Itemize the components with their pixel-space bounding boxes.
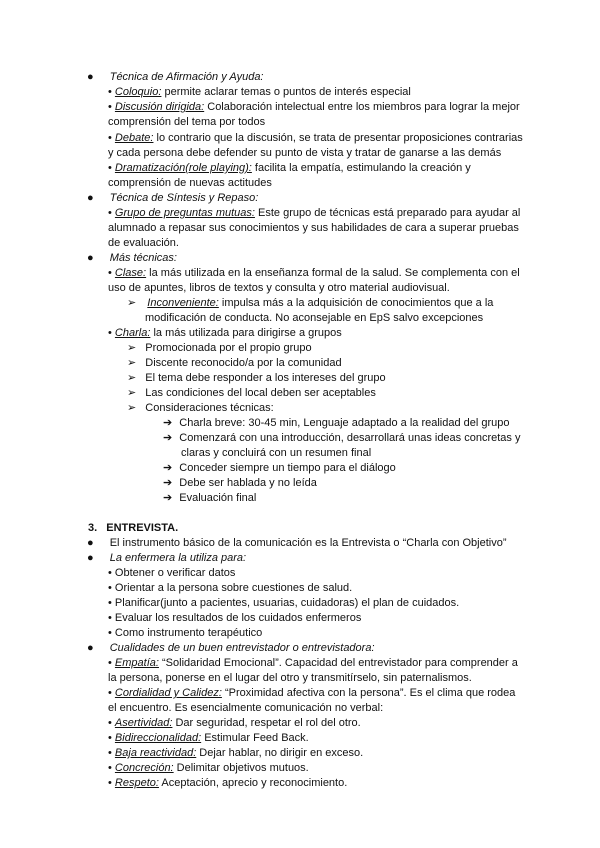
item-charla: • Charla: la más utilizada para dirigirse a grupos bbox=[108, 327, 342, 339]
section-afirmacion bbox=[87, 70, 264, 84]
list-item bbox=[127, 341, 312, 355]
charla-item-text: Las condiciones del local deben ser aceptables bbox=[145, 387, 376, 399]
arrowhead-bullet-icon: ➢ bbox=[127, 357, 137, 369]
consideracion-text: Conceder siempre un tiempo para el diálogo bbox=[179, 462, 396, 474]
bullet-dot-icon: ● bbox=[87, 642, 94, 654]
text-concrecion: Delimitar objetivos mutuos. bbox=[173, 762, 309, 774]
bullet-dot-icon: ● bbox=[87, 71, 94, 83]
text-dramatizacion: facilita la empatía, estimulando la creación y bbox=[251, 162, 471, 174]
list-item bbox=[163, 476, 317, 490]
entrevista-intro bbox=[87, 536, 507, 550]
charla-item-text: El tema debe responder a los intereses del grupo bbox=[145, 372, 386, 384]
uso-text: Obtener o verificar datos bbox=[114, 567, 236, 579]
list-item bbox=[127, 356, 342, 370]
term-grupo-preguntas: Grupo de preguntas mutuas: bbox=[114, 207, 255, 219]
item-reactividad: • Baja reactividad: Dejar hablar, no dirigir en exceso. bbox=[108, 747, 364, 759]
item-cordialidad: • Cordialidad y Calidez: “Proximidad afectiva con la persona”. Es el clima que rodea bbox=[108, 687, 516, 699]
item-debate: • Debate: lo contrario que la discusión, se trata de presentar proposiciones contrarias bbox=[108, 132, 523, 144]
term-bidireccionalidad: Bidireccionalidad: bbox=[114, 732, 202, 744]
term-empatia: Empatía: bbox=[114, 657, 159, 669]
text-discusion: Colaboración intelectual entre los miembros para lograr la mejor bbox=[204, 101, 520, 113]
uso-text: Planificar(junto a pacientes, usuarias, cuidadoras) el plan de cuidados. bbox=[114, 597, 460, 609]
uso-text: Como instrumento terapéutico bbox=[114, 627, 263, 639]
heading-afirmacion: Técnica de Afirmación y Ayuda: bbox=[109, 71, 264, 83]
text-cordialidad: “Proximidad afectiva con la persona”. Es el clima que rodea bbox=[221, 687, 516, 699]
list-item bbox=[127, 401, 274, 415]
item-clase: • Clase: la más utilizada en la enseñanza formal de la salud. Se complementa con el bbox=[108, 267, 520, 279]
consideracion-text-cont: claras y concluirá con un resumen final bbox=[181, 447, 372, 459]
item-discusion: • Discusión dirigida: Colaboración intelectual entre los miembros para lograr la mejor bbox=[108, 101, 520, 113]
term-charla: Charla: bbox=[114, 327, 151, 339]
consideracion-text: Evaluación final bbox=[179, 492, 257, 504]
text-asertividad: Dar seguridad, respetar el rol del otro. bbox=[172, 717, 361, 729]
item-dramatizacion: • Dramatización(role playing): facilita la empatía, estimulando la creación y bbox=[108, 162, 471, 174]
consideracion-text: Comenzará con una introducción, desarrollará unas ideas concretas y bbox=[179, 432, 521, 444]
arrow-right-icon: ➔ bbox=[163, 492, 173, 504]
bullet-dot-icon: ● bbox=[87, 552, 94, 564]
arrow-right-icon: ➔ bbox=[163, 462, 173, 474]
heading-sintesis: Técnica de Síntesis y Repaso: bbox=[109, 192, 259, 204]
section-heading-entrevista bbox=[88, 521, 178, 535]
arrow-right-icon: ➔ bbox=[163, 432, 173, 444]
bullet-dot-icon: ● bbox=[87, 252, 94, 264]
uso-text: Orientar a la persona sobre cuestiones de salud. bbox=[114, 582, 353, 594]
consideracion-text: Debe ser hablada y no leída bbox=[179, 477, 317, 489]
item-bidireccionalidad: • Bidireccionalidad: Estimular Feed Back. bbox=[108, 732, 309, 744]
text-debate-cont: y cada persona debe defender su punto de vista y tratar de ganarse a las demás bbox=[108, 147, 502, 159]
intro-text: El instrumento básico de la comunicación es la Entrevista o “Charla con Objetivo” bbox=[109, 537, 507, 549]
text-respeto: Aceptación, aprecio y reconocimiento. bbox=[158, 777, 348, 789]
section-mas-tecnicas bbox=[87, 251, 177, 265]
cualidades-heading-row bbox=[87, 641, 375, 655]
text-dramatizacion-cont: comprensión de nuevas actitudes bbox=[108, 177, 272, 189]
list-item bbox=[163, 431, 520, 445]
heading-enfermera: La enfermera la utiliza para: bbox=[109, 552, 247, 564]
text-empatia-cont: la persona, ponerse en el lugar del otro y transmitírselo, sin paternalismos. bbox=[108, 672, 472, 684]
item-grupo-preguntas: • Grupo de preguntas mutuas: Este grupo de técnicas está preparado para ayudar al bbox=[108, 207, 521, 219]
text-charla: la más utilizada para dirigirse a grupos bbox=[150, 327, 342, 339]
section-sintesis bbox=[87, 191, 258, 205]
text-clase-cont: uso de apuntes, libros de textos y consulta y otro material audiovisual. bbox=[108, 282, 450, 294]
term-discusion: Discusión dirigida: bbox=[114, 101, 205, 113]
list-item: • Como instrumento terapéutico bbox=[108, 627, 263, 639]
arrow-right-icon: ➔ bbox=[163, 477, 173, 489]
term-coloquio: Coloquio: bbox=[114, 86, 162, 98]
term-clase: Clase: bbox=[114, 267, 147, 279]
consideracion-text: Charla breve: 30-45 min, Lenguaje adaptado a la realidad del grupo bbox=[179, 417, 510, 429]
list-item: • Obtener o verificar datos bbox=[108, 567, 236, 579]
term-reactividad: Baja reactividad: bbox=[114, 747, 197, 759]
list-item: • Orientar a la persona sobre cuestiones de salud. bbox=[108, 582, 353, 594]
arrowhead-bullet-icon: ➢ bbox=[127, 387, 137, 399]
text-grupo-preguntas: Este grupo de técnicas está preparado para ayudar al bbox=[254, 207, 521, 219]
charla-item-text: Promocionada por el propio grupo bbox=[145, 342, 312, 354]
term-inconveniente: Inconveniente: bbox=[147, 297, 219, 309]
list-item bbox=[163, 461, 396, 475]
text-inconveniente-cont: modificación de conducta. No aconsejable en EpS salvo excepciones bbox=[145, 312, 484, 324]
item-respeto: • Respeto: Aceptación, aprecio y reconocimiento. bbox=[108, 777, 348, 789]
uso-text: Evaluar los resultados de los cuidados enfermeros bbox=[114, 612, 362, 624]
text-empatia: “Solidaridad Emocional”. Capacidad del entrevistador para comprender a bbox=[158, 657, 518, 669]
item-inconveniente bbox=[127, 296, 493, 310]
bullet-dot-icon: ● bbox=[87, 192, 94, 204]
heading-cualidades: Cualidades de un buen entrevistador o entrevistadora: bbox=[109, 642, 375, 654]
list-item bbox=[163, 416, 510, 430]
item-asertividad: • Asertividad: Dar seguridad, respetar el rol del otro. bbox=[108, 717, 361, 729]
heading-mas-tecnicas: Más técnicas: bbox=[109, 252, 177, 264]
list-item: • Planificar(junto a pacientes, usuarias, cuidadoras) el plan de cuidados. bbox=[108, 597, 460, 609]
text-inconveniente: impulsa más a la adquisición de conocimientos que a la bbox=[218, 297, 494, 309]
text-grupo-cont2: de evaluación. bbox=[108, 237, 179, 249]
term-respeto: Respeto: bbox=[114, 777, 159, 789]
text-discusion-cont: comprensión del tema por todos bbox=[108, 116, 266, 128]
charla-item-text: Discente reconocido/a por la comunidad bbox=[145, 357, 342, 369]
arrowhead-bullet-icon: ➢ bbox=[127, 402, 137, 414]
section-title: ENTREVISTA. bbox=[106, 522, 179, 534]
arrowhead-bullet-icon: ➢ bbox=[127, 372, 137, 384]
item-coloquio: • Coloquio: permite aclarar temas o puntos de interés especial bbox=[108, 86, 411, 98]
term-debate: Debate: bbox=[114, 132, 154, 144]
text-bidireccionalidad: Estimular Feed Back. bbox=[201, 732, 309, 744]
term-concrecion: Concreción: bbox=[114, 762, 174, 774]
text-reactividad: Dejar hablar, no dirigir en exceso. bbox=[196, 747, 364, 759]
list-item bbox=[127, 371, 386, 385]
text-debate: lo contrario que la discusión, se trata de presentar proposiciones contrarias bbox=[153, 132, 523, 144]
list-item bbox=[163, 491, 256, 505]
item-concrecion: • Concreción: Delimitar objetivos mutuos. bbox=[108, 762, 309, 774]
text-clase: la más utilizada en la enseñanza formal de la salud. Se complementa con el bbox=[146, 267, 520, 279]
item-empatia: • Empatía: “Solidaridad Emocional”. Capacidad del entrevistador para comprender a bbox=[108, 657, 518, 669]
arrowhead-bullet-icon: ➢ bbox=[127, 297, 137, 309]
arrowhead-bullet-icon: ➢ bbox=[127, 342, 137, 354]
text-coloquio: permite aclarar temas o puntos de interés especial bbox=[161, 86, 411, 98]
list-item: • Evaluar los resultados de los cuidados enfermeros bbox=[108, 612, 362, 624]
charla-item-text: Consideraciones técnicas: bbox=[145, 402, 274, 414]
bullet-dot-icon: ● bbox=[87, 537, 94, 549]
text-cordialidad-cont: el encuentro. Es esencialmente comunicación no verbal: bbox=[108, 702, 384, 714]
arrow-right-icon: ➔ bbox=[163, 417, 173, 429]
term-dramatizacion: Dramatización(role playing): bbox=[114, 162, 252, 174]
enfermera-heading-row bbox=[87, 551, 246, 565]
section-number: 3. bbox=[88, 522, 98, 534]
term-cordialidad: Cordialidad y Calidez: bbox=[114, 687, 222, 699]
text-grupo-cont1: alumnado a repasar sus conocimientos y sus habilidades de cara a superar pruebas bbox=[108, 222, 519, 234]
list-item bbox=[127, 386, 376, 400]
term-asertividad: Asertividad: bbox=[114, 717, 173, 729]
